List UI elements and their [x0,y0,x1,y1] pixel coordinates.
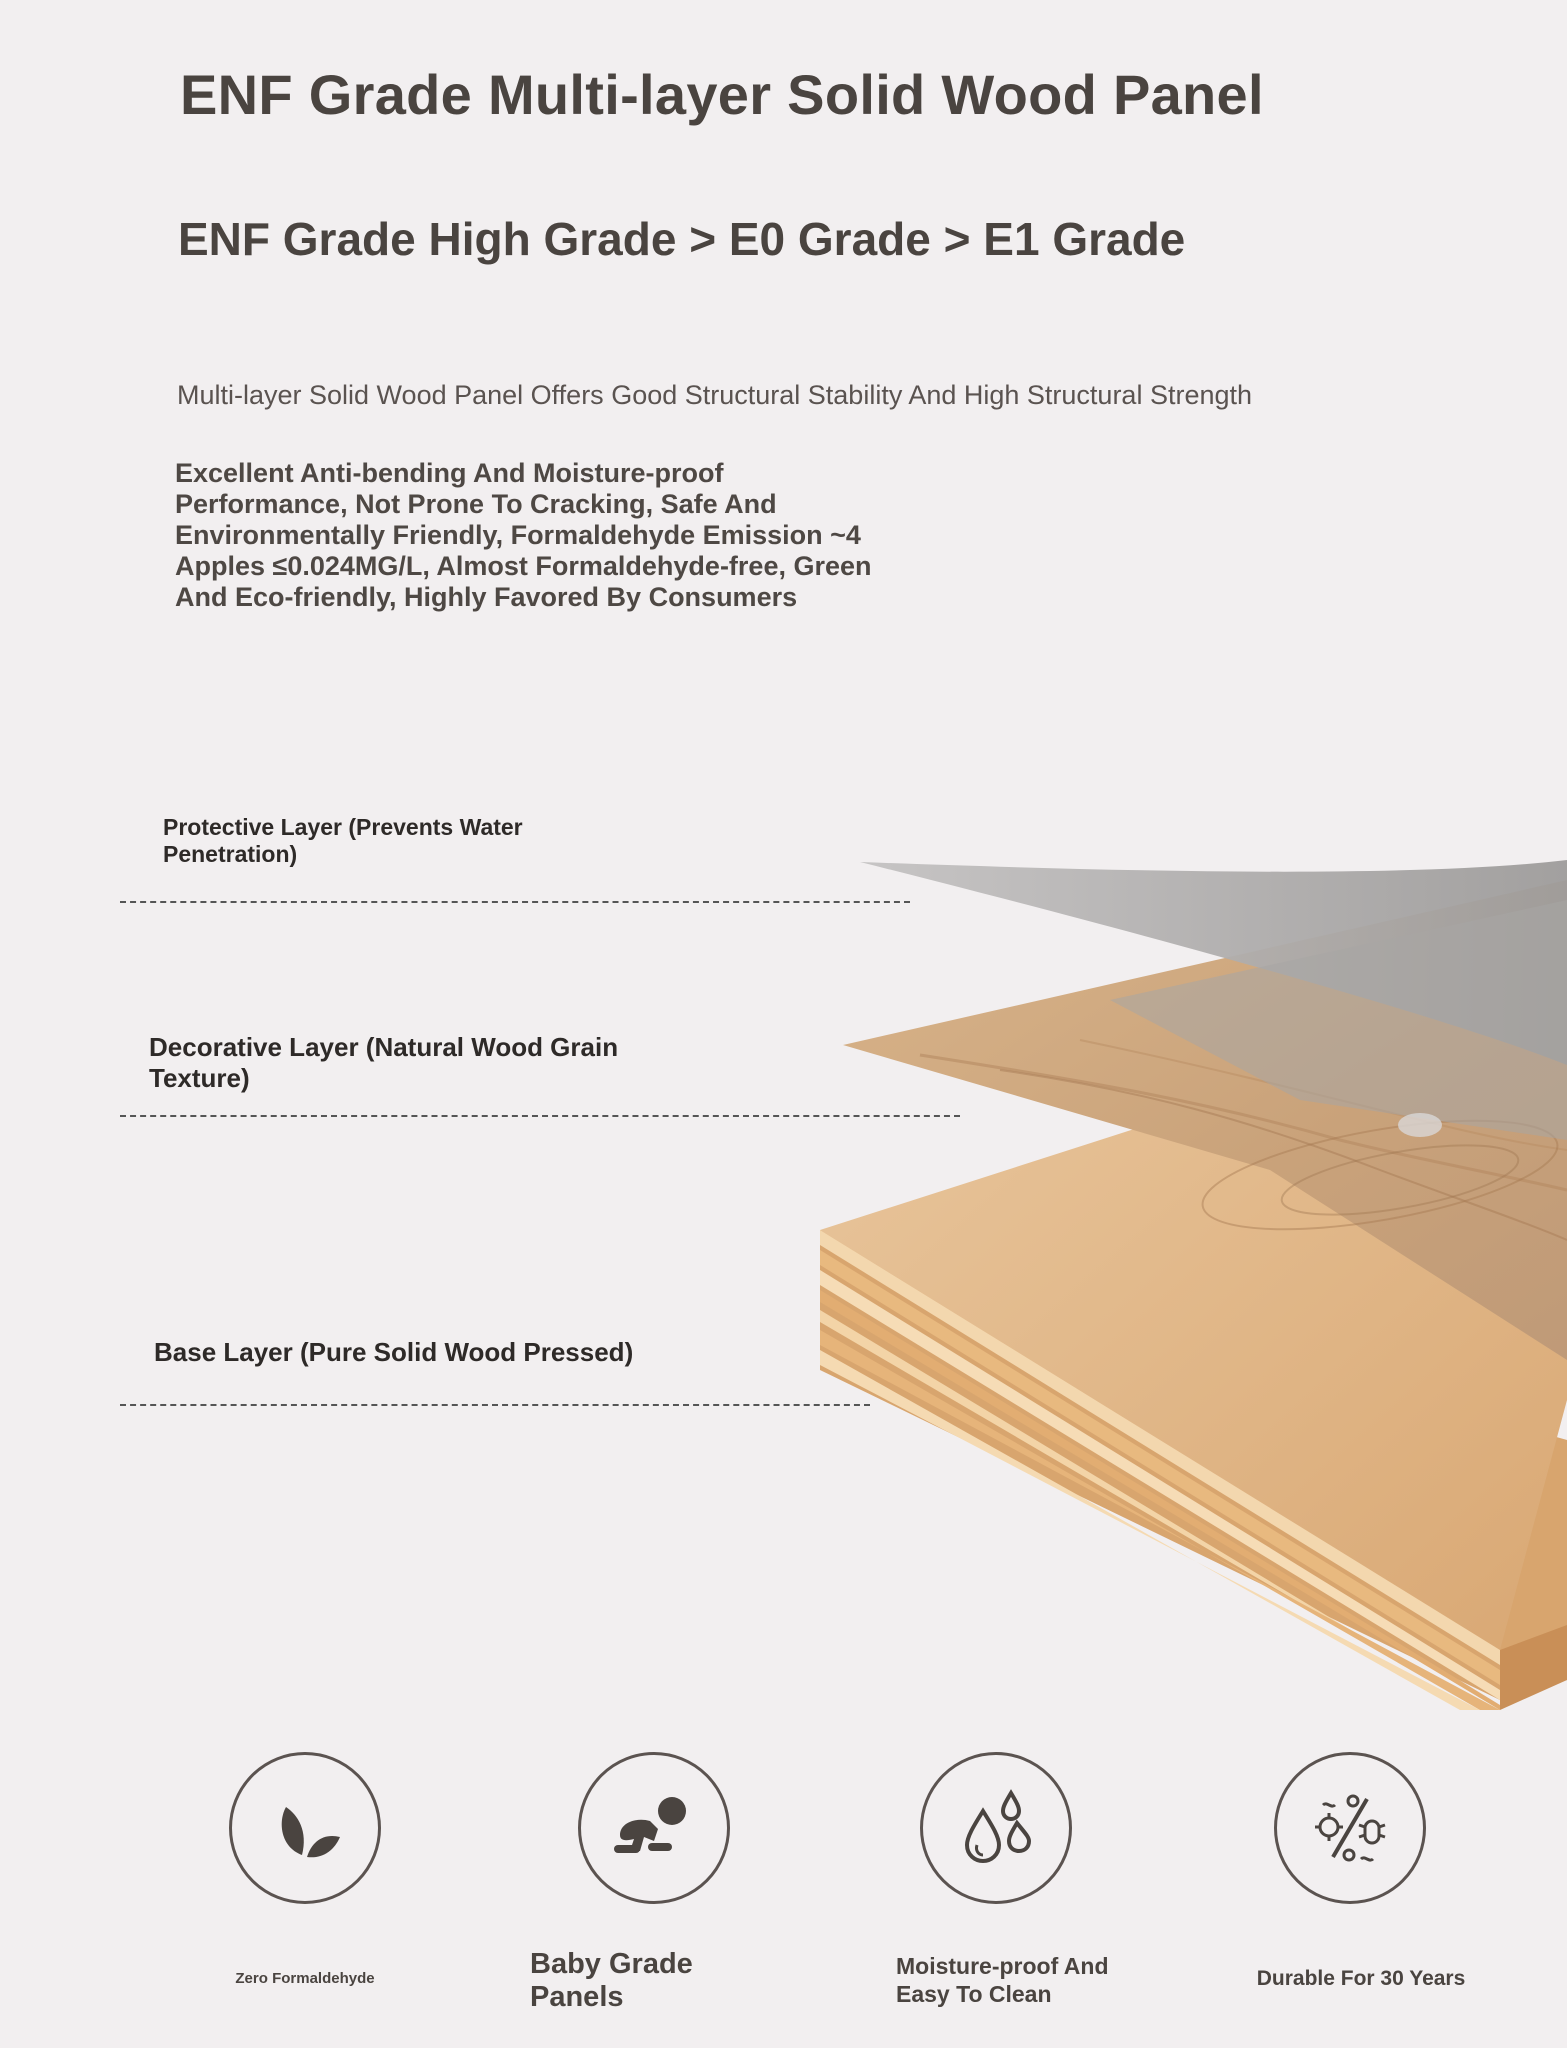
intro-paragraph: Excellent Anti-bending And Moisture-proof Performance, Not Prone To Cracking, Safe And Environmentally Friendly, Formaldehyde Emission ~4 Apples ≤0.024MG/L, Almost Formaldehyde-free, Green And Eco-friendly, Highly Favored By Consumers [175,458,872,612]
protective-layer-label: Protective Layer (Prevents Water Penetration) [163,814,523,867]
feature-label-zero-formaldehyde: Zero Formaldehyde [235,1970,375,1987]
water-drops-icon [953,1785,1039,1871]
intro-lead: Multi-layer Solid Wood Panel Offers Good Structural Stability And High Structural Strength [177,380,1253,410]
durable-badge [1274,1752,1426,1904]
anti-bacteria-icon [1305,1783,1395,1873]
zero-formaldehyde-badge [229,1752,381,1904]
wood-panel-layers-illustration [780,840,1567,1710]
protective-layer-dashed-line [120,901,910,903]
decorative-layer-label: Decorative Layer (Natural Wood Grain Texture) [149,1032,619,1093]
moisture-proof-badge [920,1752,1072,1904]
feature-label-durable: Durable For 30 Years [1256,1967,1466,1990]
leaf-icon [262,1785,348,1871]
page-title: ENF Grade Multi-layer Solid Wood Panel [180,63,1264,126]
baby-grade-badge [578,1752,730,1904]
base-layer-label: Base Layer (Pure Solid Wood Pressed) [154,1337,634,1367]
feature-label-moisture-proof: Moisture-proof And Easy To Clean [896,1953,1109,2007]
base-layer-dashed-line [120,1404,870,1406]
grade-comparison-subtitle: ENF Grade High Grade > E0 Grade > E1 Grade [178,213,1186,265]
decorative-layer-dashed-line [120,1115,960,1117]
feature-label-baby-grade: Baby Grade Panels [530,1948,693,2013]
baby-crawling-icon [606,1785,702,1871]
